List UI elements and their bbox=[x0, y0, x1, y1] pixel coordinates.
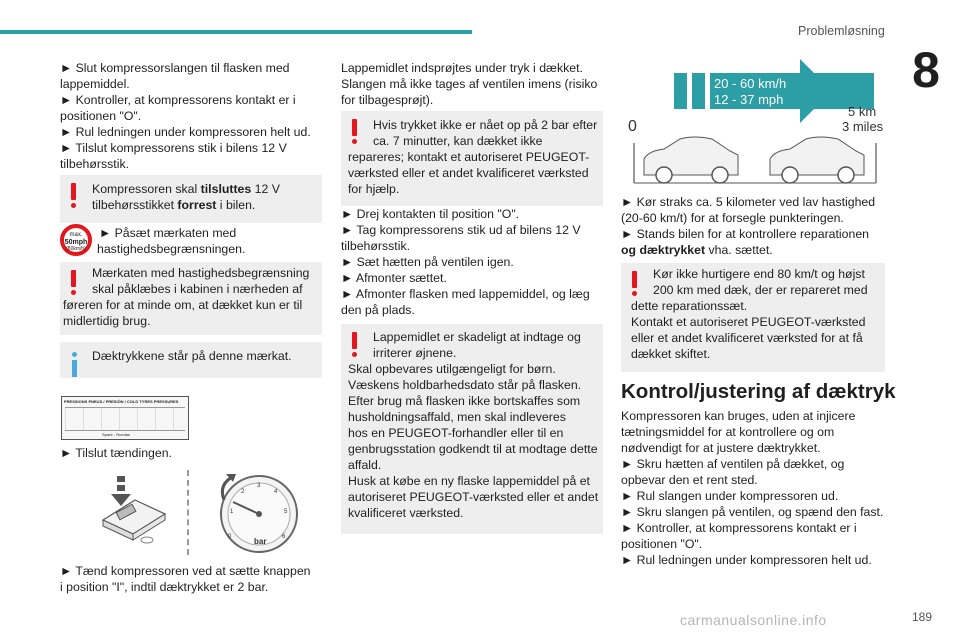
warning-icon bbox=[70, 183, 78, 209]
text-line: ► Kontroller, at kompressorens kontakt er i bbox=[60, 93, 296, 107]
text-line: positionen "O". bbox=[60, 109, 142, 123]
svg-text:bar: bar bbox=[254, 537, 267, 546]
svg-text:0: 0 bbox=[228, 534, 232, 540]
speed-limit-sticker-icon: max. 50mph (80km/h) bbox=[60, 224, 92, 256]
warning-box: Kør ikke hurtigere end 80 km/t og højst 200 km med dæk, der er repareret med dette reparationssæt. Kontakt et autoriseret PEUGEOT-værksted eller et andet kvalificeret værksted for at få dækket skiftet. bbox=[621, 263, 885, 372]
text-line: ► Slut kompressorslangen til flasken med bbox=[60, 61, 290, 75]
page-number: 189 bbox=[912, 610, 933, 624]
info-box: Dæktrykkene står på denne mærkat. bbox=[60, 342, 322, 378]
text-line: tilbehørsstik. bbox=[60, 157, 130, 171]
text-line: ► Rul ledningen under kompressoren helt ud. bbox=[60, 125, 311, 139]
svg-text:1: 1 bbox=[230, 509, 234, 515]
tyre-pressure-label-image: PRESSIONS PNEUS / PRESIÓN / COLD TYRES PRESSURES Spare - Ruedas bbox=[61, 396, 189, 440]
section-heading: Kontrol/justering af dæktryk bbox=[621, 380, 896, 403]
info-icon bbox=[72, 352, 80, 378]
svg-text:2: 2 bbox=[241, 489, 245, 495]
drive-speed-illustration bbox=[620, 55, 890, 185]
watermark: carmanualsonline.info bbox=[680, 612, 827, 628]
compressor-step: ► Tænd kompressoren ved at sætte knappen i position "I", indtil dæktrykket er 2 bar. bbox=[60, 564, 311, 594]
col2-intro: Lappemidlet indsprøjtes under tryk i dækket. Slangen må ikke tages af ventilen imens (risiko for tilbagesprøjt). bbox=[341, 61, 598, 107]
warning-icon bbox=[351, 119, 359, 145]
col2-steps: ► Drej kontakten til position "O". ► Tag kompressorens stik ud af bilens 12 V tilbehørsstik. ► Sæt hætten på ventilen igen. ► Afmonter sættet. ► Afmonter flasken med lappemiddel, og læg den på plads. bbox=[341, 207, 590, 317]
svg-text:12 - 37 mph: 12 - 37 mph bbox=[714, 92, 784, 107]
svg-text:5: 5 bbox=[284, 509, 288, 515]
svg-text:0: 0 bbox=[628, 118, 637, 135]
warning-box: Lappemidlet er skadeligt at indtage og irriterer øjnene. Skal opbevares utilgængeligt for børn. Væskens holdbarhedsdato står på flasken. Efter brug må flasken ikke bortskaffes som husholdningsaffald, men skal indleveres hos en PEUGEOT-forhandler eller til en genbrugsstation godkendt til at modtage dette affald. Husk at købe en ny flaske lappemiddel på et autoriseret PEUGEOT-værksted eller et andet kvalificeret værksted. bbox=[341, 324, 603, 534]
svg-text:4: 4 bbox=[274, 489, 278, 495]
col1-steps bbox=[60, 60, 325, 172]
svg-text:3: 3 bbox=[257, 483, 261, 489]
svg-text:20 - 60 km/h: 20 - 60 km/h bbox=[714, 76, 787, 91]
svg-text:3 miles: 3 miles bbox=[842, 119, 884, 134]
ignition-step: ► Tilslut tændingen. bbox=[60, 446, 172, 460]
col3-steps: ► Kør straks ca. 5 kilometer ved lav hastighed (20-60 km/t) for at forsegle punkteringen. ► Stands bilen for at kontrollere reparationen og dæktrykket vha. sættet. bbox=[621, 195, 876, 257]
chapter-number: 8 bbox=[892, 40, 960, 100]
sticker-step: ► Påsæt mærkaten med hastighedsbegrænsningen. bbox=[97, 226, 246, 256]
compressor-button-illustration bbox=[95, 472, 175, 547]
chapter-title: Problemløsning bbox=[798, 24, 885, 38]
pressure-gauge-icon bbox=[216, 470, 302, 556]
warning-icon bbox=[631, 271, 639, 297]
svg-text:6: 6 bbox=[282, 534, 286, 540]
warning-box: Kompressoren skal tilsluttes 12 V tilbehørsstikket forrest i bilen. bbox=[60, 175, 322, 223]
svg-text:5 km: 5 km bbox=[848, 104, 877, 119]
warning-icon bbox=[351, 332, 359, 358]
warning-icon bbox=[70, 270, 78, 296]
warning-box: Hvis trykket ikke er nået op på 2 bar efter ca. 7 minutter, kan dækket ikke repareres; kontakt et autoriseret PEUGEOT- værksted eller et andet kvalificeret værksted for hjælp. bbox=[341, 111, 603, 206]
text-line: ► Tilslut kompressorens stik i bilens 12 V bbox=[60, 141, 287, 155]
warning-box: Mærkaten med hastighedsbegrænsning skal påklæbes i kabinen i nærheden af føreren for at minde om, at dækket kun er til midlertidig brug. bbox=[60, 262, 322, 335]
col3-pressure-steps: Kompressoren kan bruges, uden at injicere tætningsmiddel for at kontrollere og om nødvendigt for at justere dæktrykket. ► Skru hætten af ventilen på dækket, og opbevar den et rent sted. ► Rul slangen under kompressoren ud. ► Skru slangen på ventilen, og spænd den fast. ► Kontroller, at kompressorens kontakt er i positionen "O". ► Rul ledningen under kompressoren helt ud. bbox=[621, 409, 884, 567]
header-accent-bar bbox=[0, 30, 472, 34]
divider-line bbox=[187, 470, 189, 555]
text-line: lappemiddel. bbox=[60, 77, 130, 91]
